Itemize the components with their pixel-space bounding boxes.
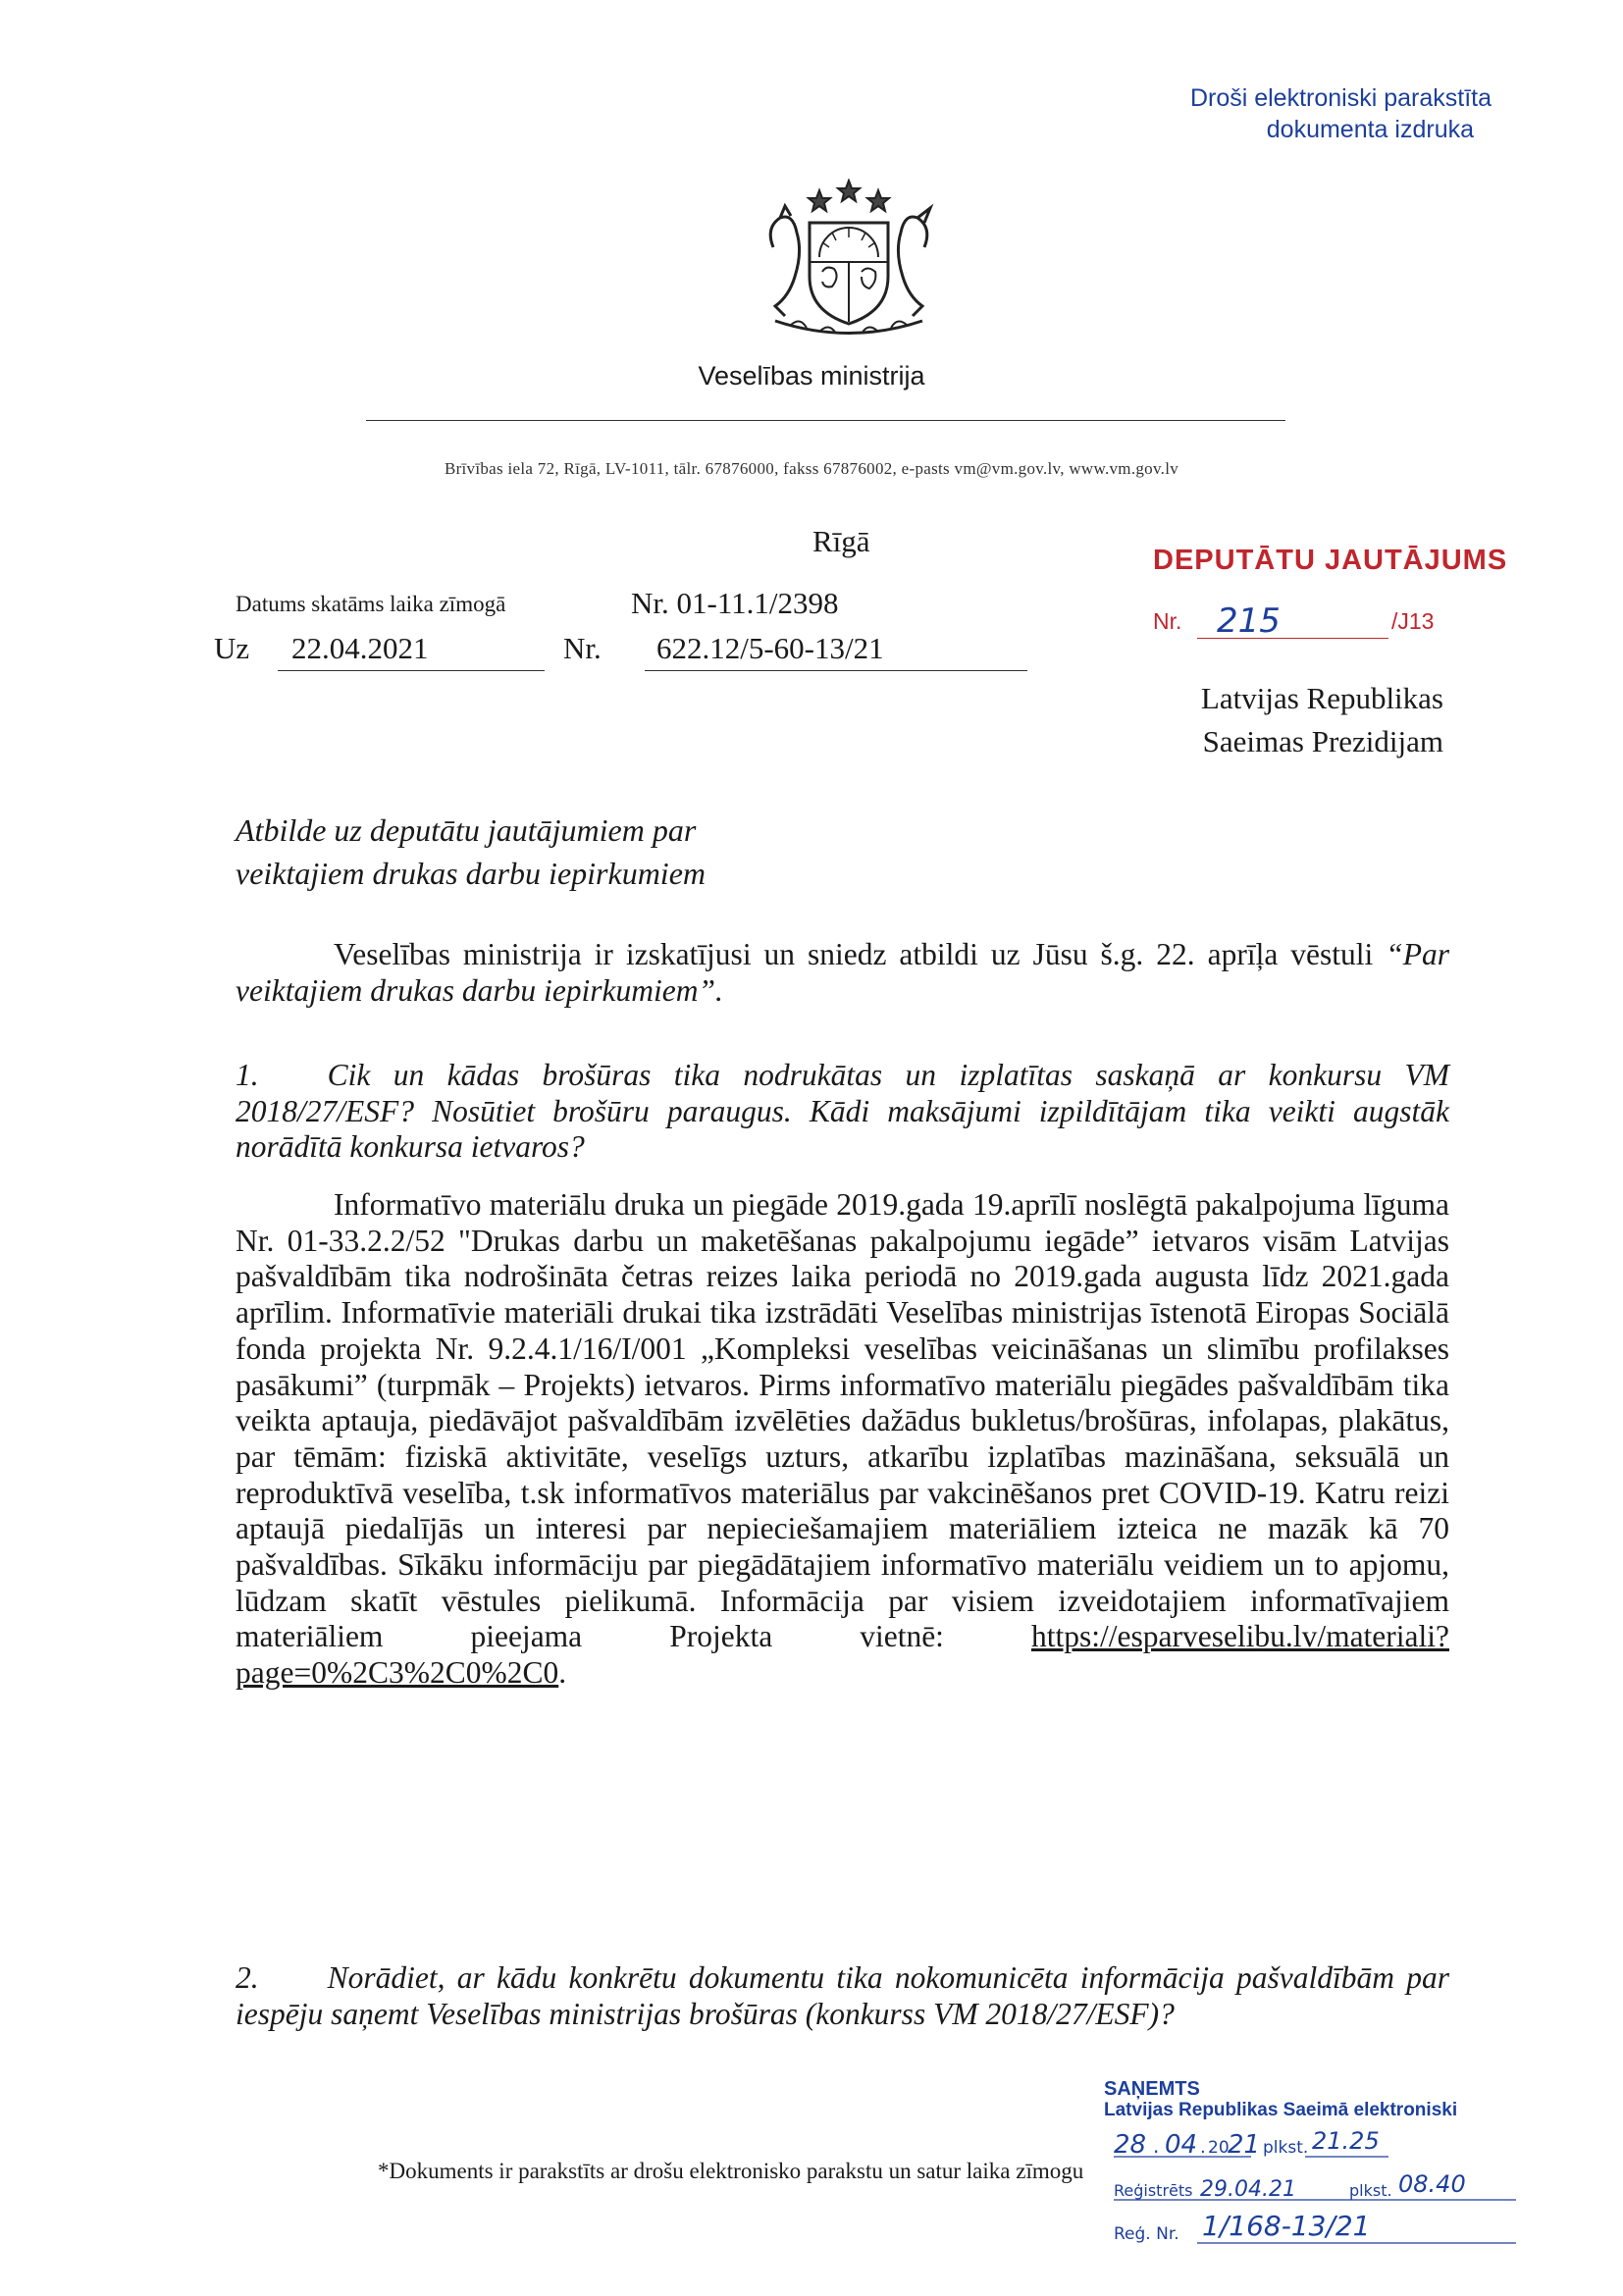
svg-text:.: .: [1200, 2137, 1206, 2158]
place-of-issue: Rīgā: [812, 524, 870, 558]
e-signature-footer-note: *Dokuments ir parakstīts ar drošu elektronisko parakstu un satur laika zīmogu: [378, 2159, 1084, 2183]
question-2-number: 2.: [236, 1960, 259, 1995]
letter-subject: [236, 809, 706, 895]
answer-1-end: .: [558, 1655, 567, 1691]
registered-label: Reģistrēts: [1114, 2181, 1193, 2200]
received-stamp-handwritten: [1104, 2119, 1536, 2276]
received-plkst-label: plkst.: [1263, 2138, 1309, 2158]
document-number: Nr. 01-11.1/2398: [631, 586, 839, 620]
stamp-nr-label: Nr.: [1153, 608, 1182, 634]
reference-number: 622.12/5-60-13/21: [645, 631, 1027, 671]
stamp-handwritten-number: [1207, 595, 1393, 640]
recipient: [1201, 677, 1443, 763]
reg-nr-value: 1/168-13/21: [1202, 2210, 1371, 2242]
stamp-title: DEPUTĀTU JAUTĀJUMS: [1153, 545, 1508, 576]
registered-date: 29.04.21: [1200, 2177, 1296, 2202]
reply-to-label: Uz: [214, 631, 250, 665]
recipient-line2: Saeimas Prezidijam: [1202, 724, 1443, 758]
e-signature-line1: Droši elektroniski parakstīta: [1189, 84, 1492, 112]
project-website-link[interactable]: https://esparveselibu.lv/materiali?page=0%2C3%2C0%2C0: [236, 1619, 1449, 1691]
received-day: 28: [1114, 2130, 1147, 2160]
subject-line1: Atbilde uz deputātu jautājumiem par: [236, 812, 697, 848]
intro-paragraph: [236, 937, 1449, 1009]
subject-line2: veiktajiem drukas darbu iepirkumiem: [236, 856, 706, 891]
received-stamp: [1104, 2078, 1457, 2121]
e-signature-line2: dokumenta izdruka: [1266, 116, 1474, 143]
registered-plkst-label: plkst.: [1349, 2181, 1392, 2200]
date-label: Datums skatāms laika zīmogā: [236, 592, 506, 616]
reference-label: Nr.: [563, 631, 602, 665]
question-2: [236, 1960, 1449, 2032]
reply-to-date: 22.04.2021: [278, 631, 545, 671]
latvia-coat-of-arms-icon: [746, 179, 952, 340]
reg-nr-label: Reģ. Nr.: [1114, 2224, 1179, 2244]
received-time: 21.25: [1312, 2127, 1380, 2155]
letterhead-divider: [366, 420, 1285, 421]
received-year: 21: [1228, 2130, 1261, 2160]
question-1: [236, 1058, 1449, 1166]
answer-1-text: Informatīvo materiālu druka un piegāde 2019.gada 19.aprīlī noslēgtā pakalpojuma līguma Nr. 01-33.2.2/52 "Drukas darbu un maketēšanas pakalpojumu iegāde” ietvaros visām Latvijas pašvaldībām tika nodrošināta četras reizes laika periodā no 2019.gada augusta līdz 2021.gada aprīlim. Informatīvie materiāli drukai tika izstrādāti Veselības ministrijas īstenotā Eiropas Sociālā fonda projekta Nr. 9.2.4.1/16/I/001 „Kompleksi veselības veicināšanas un slimību profilakses pasākumi” (turpmāk – Projekts) ietvaros. Pirms informatīvo materiālu piegādes pašvaldībām tika veikta aptauja, piedāvājot pašvaldībām izvēlēties dažādus bukletus/brošūras, infolapas, plakātus, par tēmām: fiziskā aktivitāte, veselīgs uzturs, atkarību izplatības mazināšana, seksuālā un reproduktīvā veselība, t.sk informatīvos materiālus par vakcinēšanos pret COVID-19. Katru reizi aptaujā piedalījās un interesi par nepieciešamajiem materiāliem izteica ne mazāk kā 70 pašvaldības. Sīkāku informāciju par piegādātajiem informatīvo materiālu veidiem un to apjomu, lūdzam skatīt vēstules pielikumā. Informācija par visiem izveidotajiem informatīvajiem materiāliem pieejama Projekta vietnē:: [236, 1187, 1449, 1654]
svg-text:.: .: [1153, 2134, 1160, 2158]
received-stamp-title: SAŅEMTS: [1104, 2078, 1200, 2100]
ministry-contacts: Brīvības iela 72, Rīgā, LV-1011, tālr. 67876000, fakss 67876002, e-pasts vm@vm.gov.lv, www.vm.gov.lv: [444, 459, 1179, 478]
intro-text: Veselības ministrija ir izskatījusi un sniedz atbildi uz Jūsu š.g. 22. aprīļa vēstuli: [334, 937, 1374, 971]
registered-time: 08.40: [1398, 2170, 1466, 2198]
e-signature-note: [1190, 82, 1492, 145]
stamp-suffix: /J13: [1391, 608, 1435, 634]
question-2-text: Norādiet, ar kādu konkrētu dokumentu tika nokomunicēta informācija pašvaldībām par iespēju saņemt Veselības ministrijas brošūras (konkurss VM 2018/27/ESF)?: [236, 1960, 1449, 2031]
stamp-handwritten-number-text: 215: [1217, 601, 1281, 640]
received-stamp-subtitle: Latvijas Republikas Saeimā elektroniski: [1104, 2100, 1458, 2120]
answer-1: [236, 1187, 1449, 1692]
intro-quote: “Par veiktajiem drukas darbu iepirkumiem”.: [236, 937, 1450, 1008]
question-1-text: Cik un kādas brošūras tika nodrukātas un izplatītas saskaņā ar konkursu VM 2018/27/ESF? Nosūtiet brošūru paraugus. Kādi maksājumi izpildītājam tika veikti augstāk norādītā konkursa ietvaros?: [236, 1058, 1449, 1165]
stamp-number-line: [1197, 638, 1388, 639]
ministry-name: Veselības ministrija: [698, 361, 925, 391]
question-1-number: 1.: [236, 1058, 259, 1092]
received-month: 04: [1165, 2130, 1198, 2160]
received-century: 20: [1208, 2138, 1230, 2158]
recipient-line1: Latvijas Republikas: [1200, 681, 1443, 715]
